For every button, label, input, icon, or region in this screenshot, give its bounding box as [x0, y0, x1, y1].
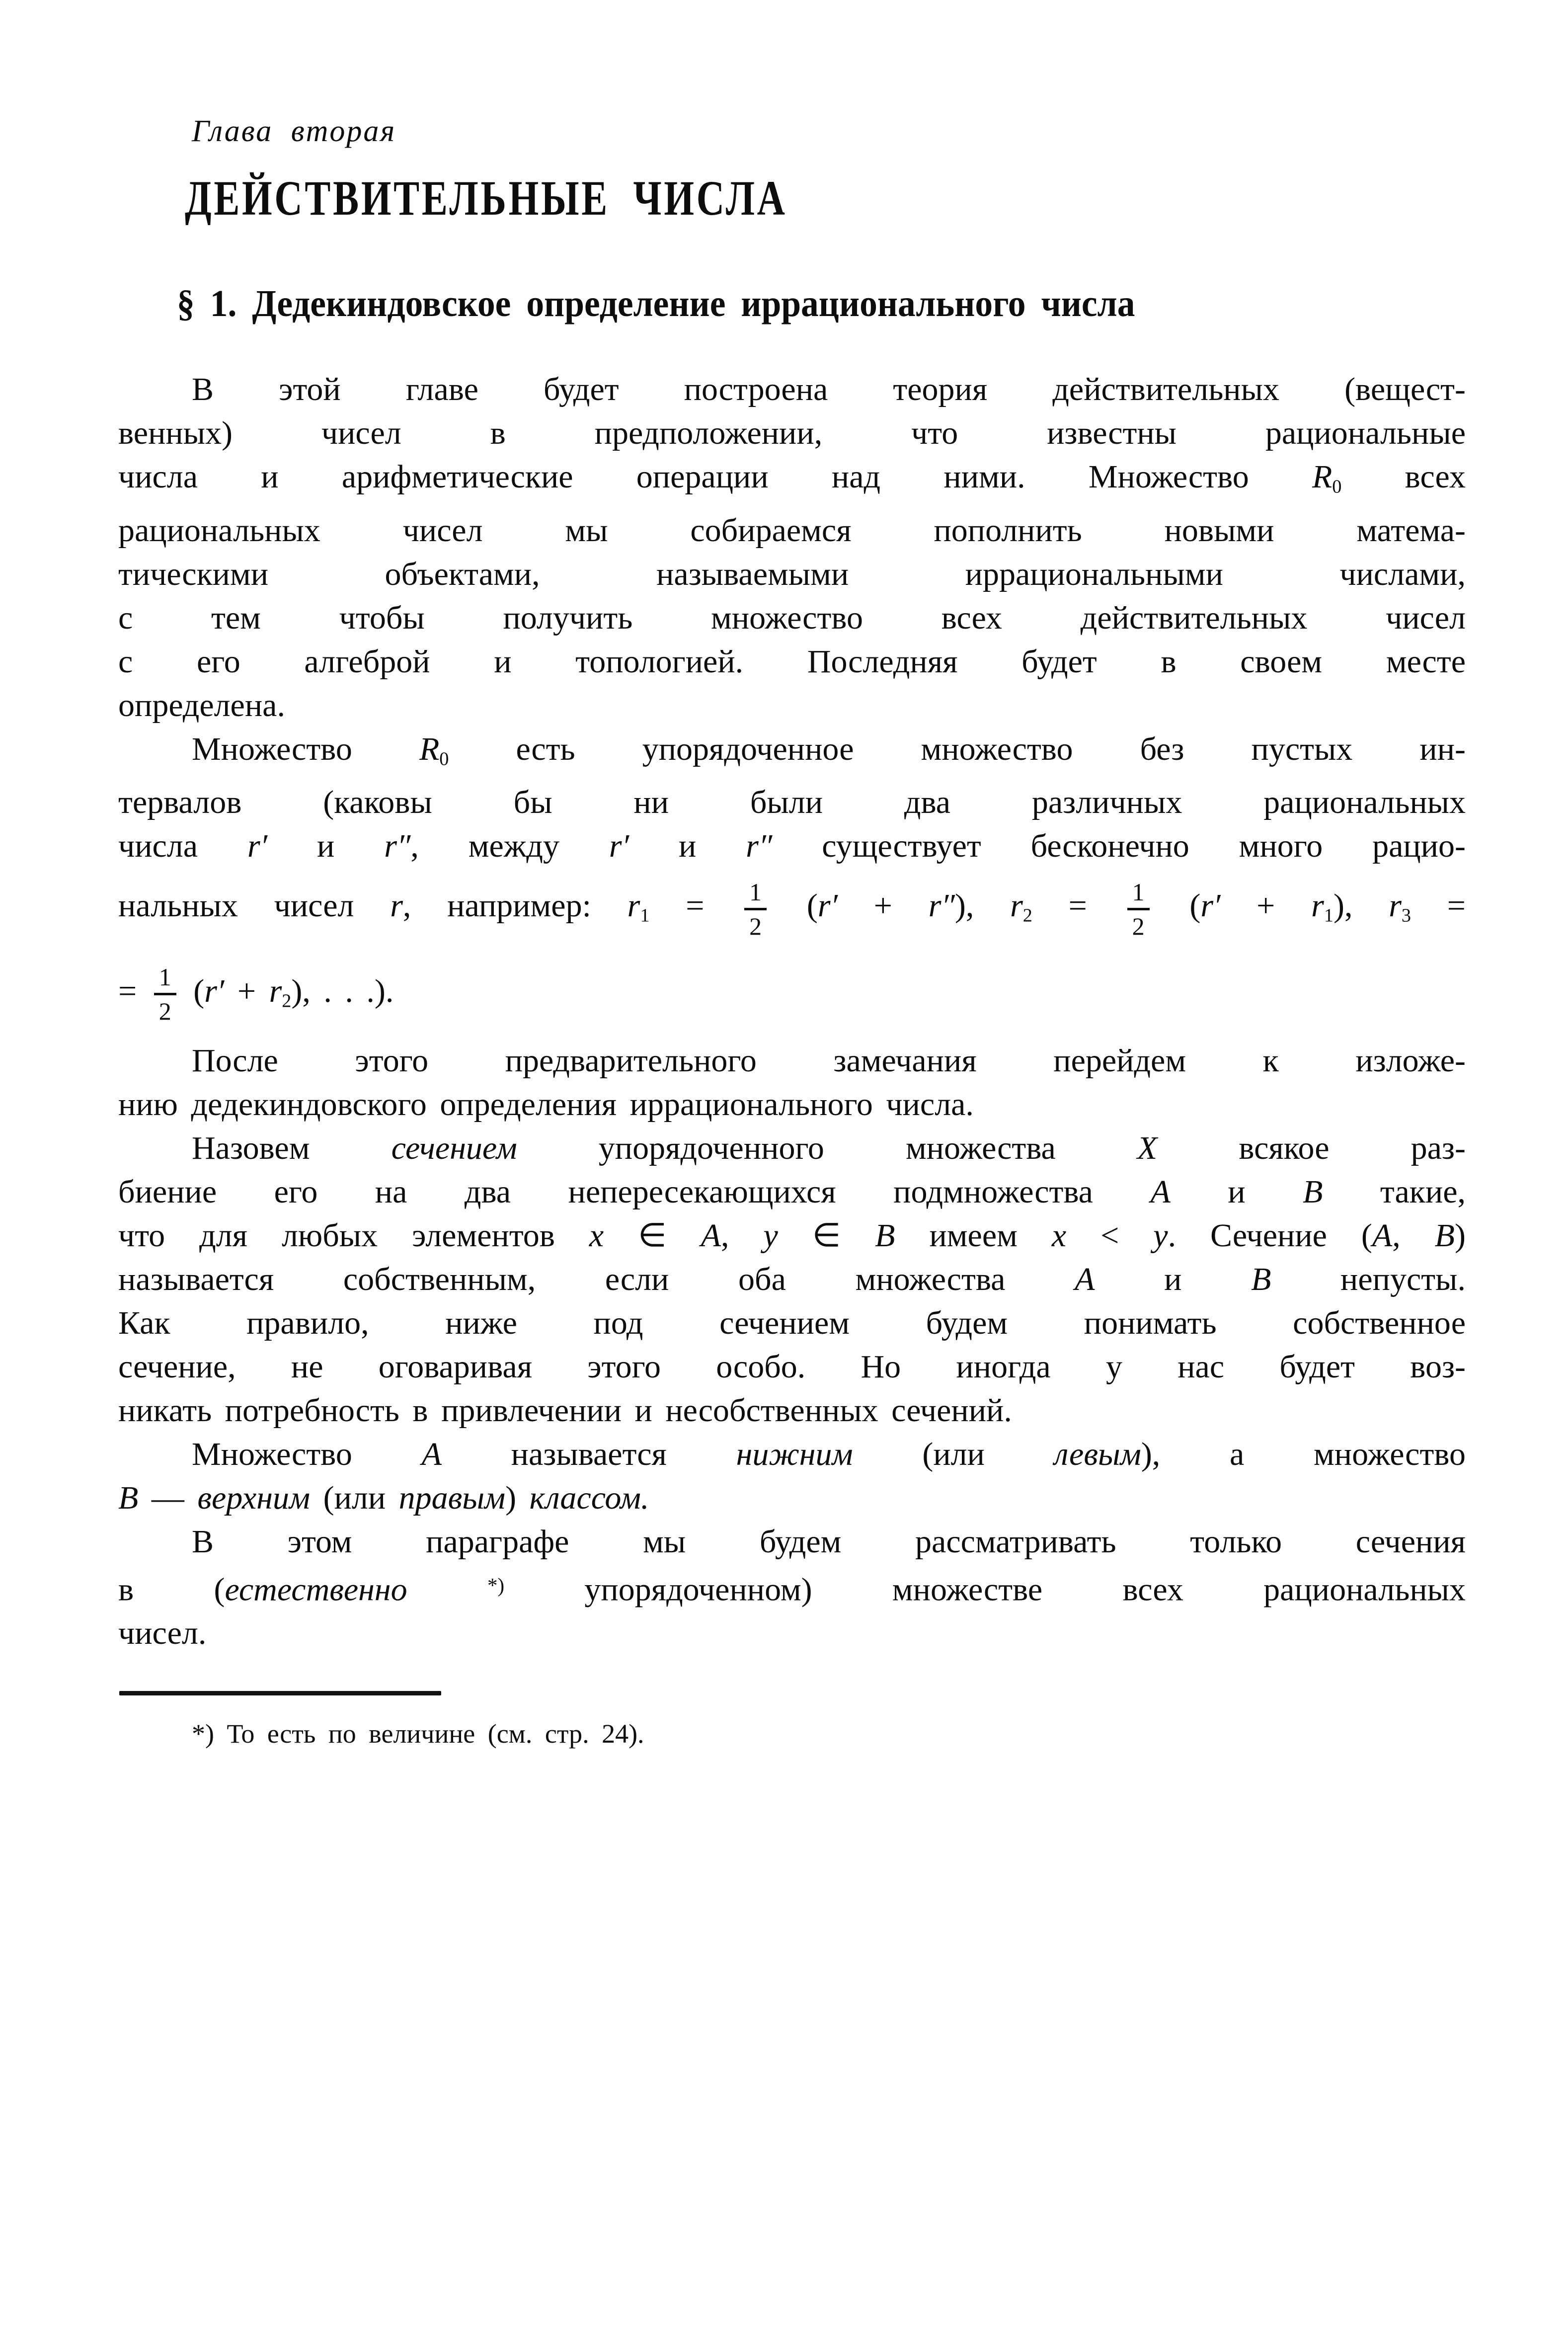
text-run: B: [1434, 1217, 1455, 1254]
text-run: рациональных чисел мы собираемся пополнить новыми матема-: [118, 512, 1466, 549]
text-line: [118, 640, 1466, 684]
text-run: r″: [746, 828, 773, 865]
text-line: [118, 1039, 1466, 1083]
text-run: нальных чисел: [118, 887, 391, 924]
text-run: y: [763, 1217, 778, 1254]
text-line: [118, 1345, 1466, 1389]
text-line: [118, 1611, 1466, 1655]
text-run: 1: [640, 905, 650, 927]
text-line: [118, 1564, 1466, 1611]
text-run: (или: [853, 1436, 1054, 1472]
text-line: [118, 1258, 1466, 1301]
text-line: [118, 1520, 1466, 1564]
text-run: B: [1303, 1173, 1323, 1210]
page-title: ДЕЙСТВИТЕЛЬНЫЕ ЧИСЛА: [185, 170, 787, 226]
text-line: [118, 1126, 1466, 1170]
text-run: ): [1455, 1217, 1466, 1254]
text-run: (: [1153, 887, 1201, 924]
text-run: верхним: [197, 1479, 311, 1516]
text-run: x: [589, 1217, 604, 1254]
text-run: всех: [1341, 459, 1466, 495]
text-run: ∈: [604, 1217, 701, 1254]
text-run: 0: [1332, 476, 1342, 497]
paragraph: [118, 1520, 1466, 1655]
text-run: +: [224, 973, 269, 1010]
text-run: Множество: [192, 1436, 422, 1472]
fraction: $\frac{1}{2}$: [1127, 879, 1150, 940]
text-run: +: [838, 887, 929, 924]
text-run: r: [627, 887, 640, 924]
text-run: 2: [1022, 905, 1032, 927]
text-line: [118, 1301, 1466, 1345]
text-run: r′: [609, 828, 629, 865]
text-line: [118, 684, 1466, 727]
text-run: [407, 1571, 487, 1607]
text-run: нию дедекиндовского определения иррационального числа.: [118, 1086, 974, 1123]
text-run: A: [1150, 1173, 1171, 1210]
text-line: [118, 596, 1466, 640]
text-run: непусты.: [1271, 1261, 1466, 1297]
text-run: числа: [118, 828, 247, 865]
text-run: y: [1153, 1217, 1168, 1254]
paragraph: [118, 368, 1466, 727]
text-run: Множество: [192, 730, 419, 767]
text-run: r: [390, 887, 403, 924]
text-line: [118, 368, 1466, 411]
text-run: естественно: [225, 1571, 407, 1608]
text-run: x: [1051, 1217, 1067, 1254]
text-run: ), а множество: [1141, 1436, 1466, 1472]
text-run: и: [1095, 1261, 1252, 1297]
text-run: классом.: [529, 1479, 649, 1516]
text-run: В этом параграфе мы будем рассматривать только сечения: [192, 1523, 1466, 1560]
text-line: [118, 1170, 1466, 1214]
text-run: и: [629, 828, 746, 865]
text-run: ,: [720, 1217, 764, 1254]
paragraph: [118, 1126, 1466, 1433]
paragraph: [118, 1433, 1466, 1520]
text-line: [118, 1476, 1466, 1520]
text-run: называется: [441, 1436, 736, 1472]
text-run: A: [701, 1217, 721, 1254]
text-run: с тем чтобы получить множество всех действительных чисел: [118, 599, 1466, 636]
text-run: (: [180, 973, 205, 1010]
text-run: с его алгеброй и топологией. Последняя будет в своем месте: [118, 643, 1466, 680]
text-run: чисел.: [118, 1615, 207, 1652]
text-run: правым: [398, 1479, 506, 1516]
text-line: [118, 411, 1466, 455]
text-run: такие,: [1323, 1173, 1466, 1210]
text-run: *): [487, 1574, 505, 1597]
footnote: *) То есть по величине (см. стр. 24).: [192, 1719, 644, 1749]
section-heading: § 1. Дедекиндовское определение иррационального числа: [177, 283, 1135, 324]
body-text: [118, 368, 1466, 1655]
text-run: A: [1075, 1261, 1095, 1297]
text-run: r″: [928, 887, 955, 924]
text-run: тическими объектами, называемыми иррациональными числами,: [118, 556, 1466, 592]
text-run: =: [649, 887, 741, 924]
text-run: В этой главе будет построена теория действительных (вещест-: [192, 371, 1466, 407]
text-run: . Сечение (: [1168, 1217, 1372, 1254]
text-run: ),: [954, 887, 1011, 924]
text-run: и: [1170, 1173, 1303, 1210]
text-run: r: [1010, 887, 1023, 924]
text-run: =: [1411, 887, 1466, 924]
text-run: r′: [204, 973, 225, 1010]
text-run: 0: [439, 748, 449, 770]
text-run: никать потребность в привлечении и несобственных сечений.: [118, 1392, 1012, 1429]
text-run: B: [1251, 1261, 1271, 1297]
text-line: [118, 1214, 1466, 1258]
text-run: B: [875, 1217, 895, 1254]
fraction: $\frac{1}{2}$: [744, 879, 767, 940]
text-run: A: [421, 1436, 442, 1472]
text-run: После этого предварительного замечания перейдем к изложе-: [192, 1042, 1466, 1079]
text-run: r′: [817, 887, 838, 924]
text-line: [118, 553, 1466, 596]
text-run: существует бесконечно много рацио-: [772, 828, 1466, 865]
text-run: 1: [1324, 905, 1333, 927]
text-run: <: [1066, 1217, 1154, 1254]
chapter-label: Глава вторая: [192, 114, 396, 148]
text-run: B: [118, 1479, 139, 1516]
text-run: ): [505, 1479, 530, 1516]
text-column: [118, 0, 1466, 1752]
text-run: , например:: [402, 887, 627, 924]
text-run: биение его на два непересекающихся подмножества: [118, 1173, 1151, 1210]
text-run: и: [267, 828, 385, 865]
text-run: ), . . .).: [291, 973, 394, 1010]
text-run: левым: [1054, 1436, 1141, 1472]
text-run: есть упорядоченное множество без пустых ин-: [449, 730, 1466, 767]
paragraph: [118, 727, 1466, 1039]
text-line: [118, 824, 1466, 868]
text-run: A: [1372, 1217, 1393, 1254]
text-line: [118, 1083, 1466, 1126]
text-run: Как правило, ниже под сечением будем понимать собственное: [118, 1304, 1466, 1341]
text-line: [118, 509, 1466, 553]
text-run: r′: [247, 828, 268, 865]
text-run: r″: [384, 828, 411, 865]
text-run: R: [419, 730, 440, 767]
text-run: сечением: [391, 1129, 517, 1166]
text-run: всякое раз-: [1157, 1129, 1466, 1166]
text-run: ∈: [778, 1217, 875, 1254]
text-run: сечение, не оговаривая этого особо. Но иногда у нас будет воз-: [118, 1348, 1466, 1385]
text-run: (или: [310, 1479, 399, 1516]
text-run: , между: [410, 828, 609, 865]
text-run: 2: [282, 990, 292, 1012]
text-line: [118, 1433, 1466, 1476]
text-run: 3: [1401, 905, 1411, 927]
text-run: (: [771, 887, 818, 924]
text-line: [118, 868, 1466, 954]
text-run: r′: [1200, 887, 1221, 924]
text-run: называется собственным, если оба множества: [118, 1261, 1075, 1297]
text-run: определена.: [118, 687, 285, 723]
text-run: ),: [1333, 887, 1389, 924]
text-line: [118, 954, 1466, 1039]
text-line: [118, 455, 1466, 509]
text-run: X: [1137, 1129, 1158, 1166]
text-run: R: [1312, 459, 1333, 495]
text-run: Назовем: [192, 1129, 392, 1166]
text-run: упорядоченного множества: [517, 1129, 1137, 1166]
text-run: +: [1220, 887, 1312, 924]
text-line: [118, 727, 1466, 781]
text-run: упорядоченном) множестве всех рациональных: [504, 1571, 1466, 1608]
text-line: [118, 1389, 1466, 1433]
text-run: нижним: [736, 1436, 853, 1472]
text-run: r: [269, 973, 282, 1010]
text-run: тервалов (каковы бы ни были два различных рациональных: [118, 784, 1466, 821]
text-run: =: [1032, 887, 1123, 924]
text-line: [118, 781, 1466, 824]
paragraph: [118, 1039, 1466, 1126]
text-run: в (: [118, 1571, 225, 1608]
text-run: венных) чисел в предположении, что известны рациональные: [118, 415, 1466, 451]
text-run: имеем: [895, 1217, 1052, 1254]
text-run: r: [1389, 887, 1402, 924]
text-run: числа и арифметические операции над ними. Множество: [118, 459, 1312, 495]
footnote-rule: [119, 1691, 441, 1695]
text-run: что для любых элементов: [118, 1217, 589, 1254]
fraction: $\frac{1}{2}$: [154, 964, 176, 1025]
text-run: ,: [1392, 1217, 1435, 1254]
text-run: r: [1311, 887, 1324, 924]
text-run: =: [118, 973, 150, 1010]
text-run: —: [138, 1479, 198, 1516]
